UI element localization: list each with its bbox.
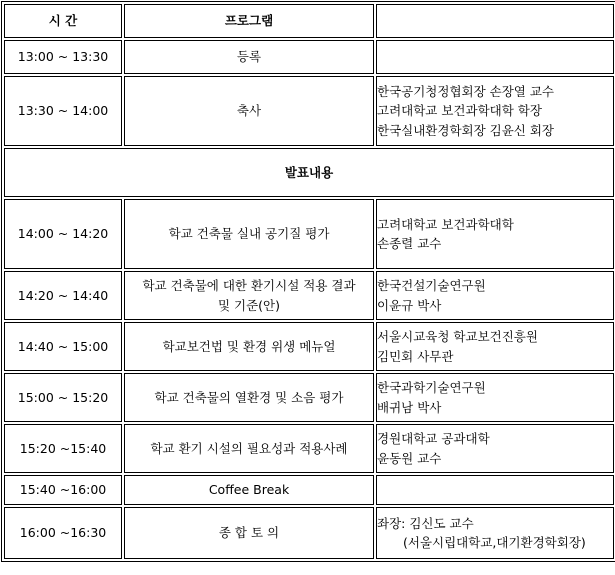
program-line: 축사 — [236, 103, 262, 119]
schedule-table — [1, 1, 615, 562]
presenter-line: 배귀남 박사 — [377, 399, 442, 415]
program-cell — [124, 199, 374, 269]
program-line: 학교 건축물에 대한 환기시설 적용 결과 — [142, 278, 356, 294]
presenter-cell — [376, 40, 614, 74]
program-cell — [124, 507, 374, 559]
presenter-line: 윤동원 교수 — [377, 450, 442, 466]
time-cell: 14:00 ~ 14:20 — [4, 199, 122, 269]
presenter-line: 고려대학교 보건과학대학 학장 — [377, 103, 542, 119]
program-cell — [124, 475, 374, 505]
schedule-row — [4, 322, 614, 371]
section-row — [4, 148, 614, 197]
schedule-row — [4, 424, 614, 473]
presenter-cell — [376, 424, 614, 473]
presenter-line: 이윤규 박사 — [377, 297, 442, 313]
time-cell: 15:20 ~15:40 — [4, 424, 122, 473]
presenter-line: 한국공기청정협회장 손장열 교수 — [377, 83, 554, 99]
presenter-cell — [376, 199, 614, 269]
program-cell — [124, 424, 374, 473]
presenter-cell — [376, 507, 614, 559]
time-cell: 13:30 ~ 14:00 — [4, 76, 122, 146]
presenter-line: 손종렬 교수 — [377, 236, 442, 251]
program-line: 학교 환기 시설의 필요성과 적용사례 — [150, 440, 348, 456]
header-row — [4, 4, 614, 38]
program-line: 종 합 토 의 — [218, 525, 280, 541]
schedule-row — [4, 199, 614, 269]
presenter-line: 한국과학기술연구원 — [377, 380, 486, 396]
time-cell: 13:00 ~ 13:30 — [4, 40, 122, 74]
time-cell: 14:20 ~ 14:40 — [4, 271, 122, 320]
presenter-line: 한국실내환경학회장 김윤신 회장 — [377, 122, 554, 138]
program-line: 및 기준(안) — [217, 297, 281, 313]
program-cell — [124, 373, 374, 422]
program-cell — [124, 76, 374, 146]
presenter-line: 고려대학교 보건과학대학 — [377, 216, 514, 232]
presenter-line: 좌장: 김신도 교수 — [377, 515, 474, 531]
time-cell: 16:00 ~16:30 — [4, 507, 122, 559]
schedule-row — [4, 373, 614, 422]
schedule-row — [4, 40, 614, 74]
program-cell — [124, 40, 374, 74]
schedule-row — [4, 507, 614, 559]
program-line: 학교 건축물의 열환경 및 소음 평가 — [154, 389, 344, 405]
header-extra — [376, 4, 614, 38]
program-line: Coffee Break — [208, 482, 290, 498]
presenter-cell — [376, 373, 614, 422]
presenter-cell — [376, 475, 614, 505]
section-title: 발표내용 — [4, 148, 614, 197]
time-cell: 14:40 ~ 15:00 — [4, 322, 122, 371]
time-cell: 15:40 ~16:00 — [4, 475, 122, 505]
presenter-cell — [376, 322, 614, 371]
schedule-row — [4, 271, 614, 320]
presenter-line: 한국건설기술연구원 — [377, 278, 486, 294]
program-cell — [124, 322, 374, 371]
program-cell — [124, 271, 374, 320]
presenter-line: 김민회 사무관 — [377, 348, 454, 364]
time-cell: 15:00 ~ 15:20 — [4, 373, 122, 422]
header-time: 시 간 — [4, 4, 122, 38]
presenter-cell — [376, 76, 614, 146]
presenter-cell — [376, 271, 614, 320]
program-line: 등록 — [236, 49, 262, 65]
presenter-line: (서울시립대학교,대기환경학회장) — [403, 535, 586, 550]
schedule-row — [4, 475, 614, 505]
schedule-row — [4, 76, 614, 146]
header-program: 프로그램 — [124, 4, 374, 38]
presenter-line: 서울시교육청 학교보건진흥원 — [377, 329, 538, 345]
program-line: 학교보건법 및 환경 위생 메뉴얼 — [162, 338, 336, 354]
presenter-line: 경원대학교 공과대학 — [377, 431, 490, 447]
program-line: 학교 건축물 실내 공기질 평가 — [168, 226, 330, 242]
